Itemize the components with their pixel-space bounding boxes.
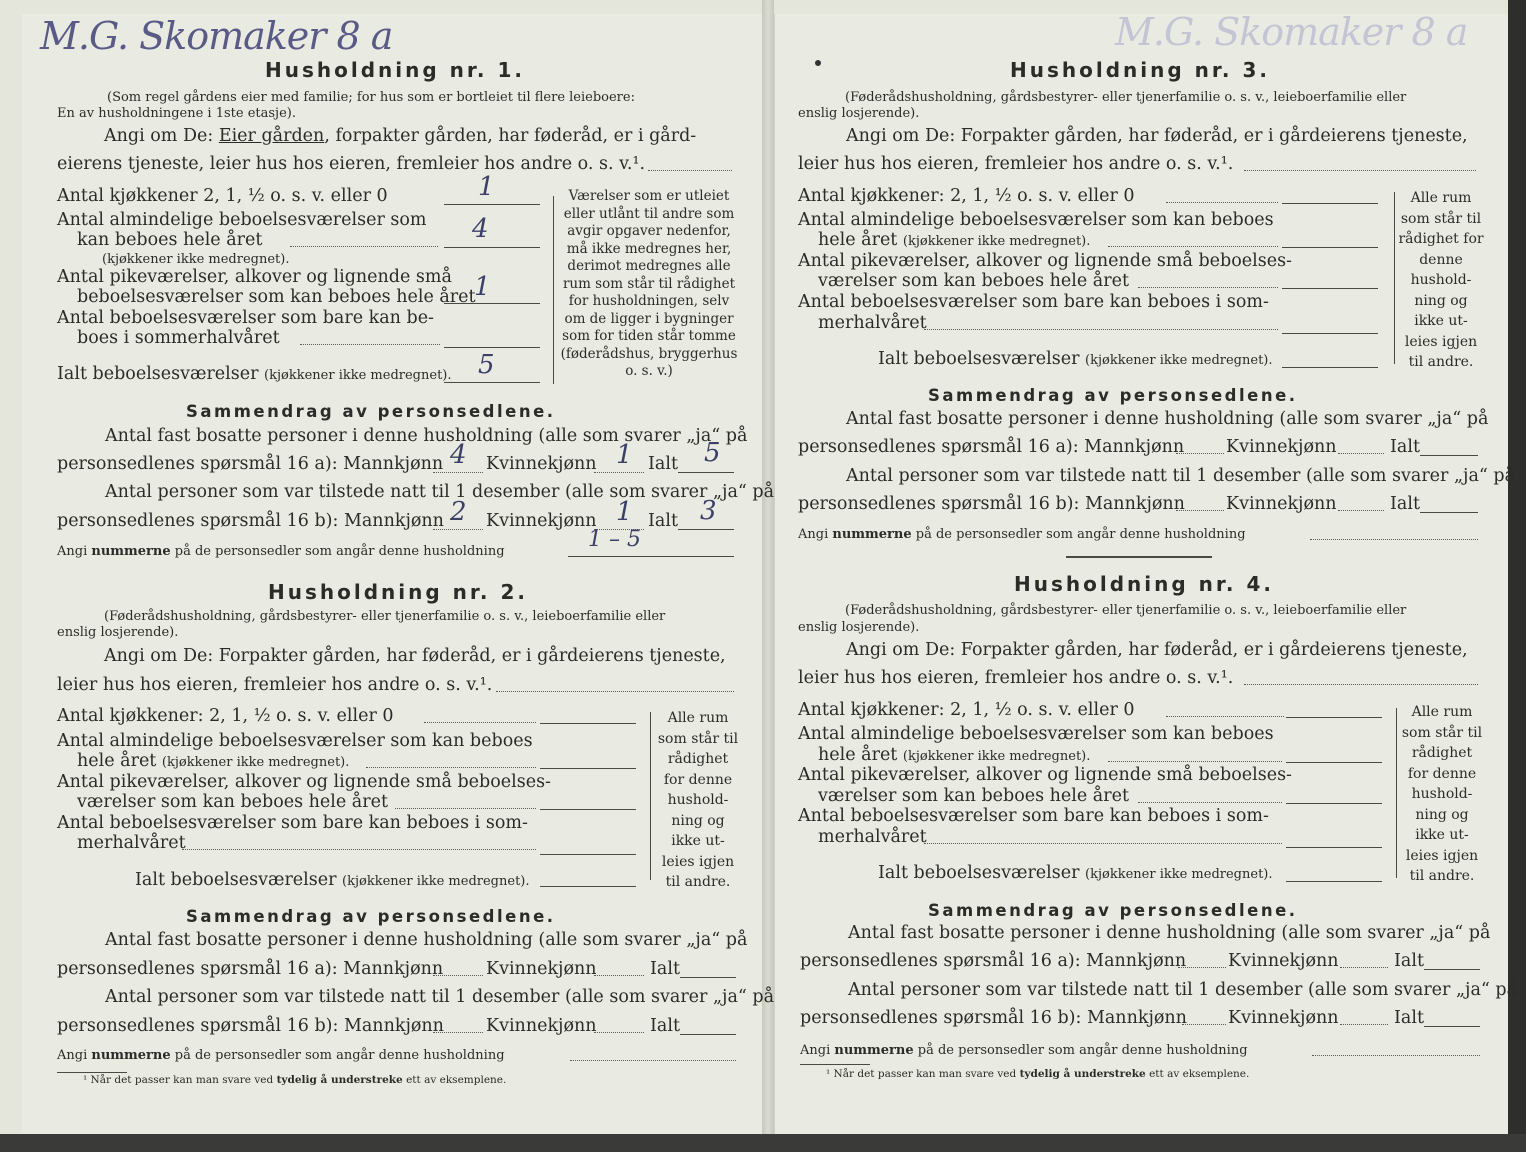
h3-ialt-line — [1282, 367, 1378, 368]
h3-ialt-label — [878, 349, 1273, 369]
page-fold — [762, 0, 774, 1152]
h2-alm-label2 — [77, 751, 349, 771]
h4-fast-line2: personsedlenes spørsmål 16 a): Mannkjønn — [800, 951, 1187, 971]
h3-ialt-prefix: Ialt beboelsesværelser — [878, 349, 1086, 369]
h2-summary-title: Sammendrag av personsedlene. — [186, 907, 556, 926]
h2-intro-line2: enslig losjerende). — [57, 625, 179, 640]
h2-som-line — [540, 854, 636, 855]
h1-som-dots — [300, 344, 440, 345]
h4-fast-ialt-line — [1424, 969, 1480, 970]
h1-side-note: Værelser som er utleiet eller utlånt til andre som avgir opgaver nedenfor, må ikke medregnes her, derimot medregnes alle rum som står til rådighet for husholdningen, selv om de ligger i bygninger som for tiden står tomme (føderådshus, bryggerhus o. s. v.) — [560, 188, 738, 379]
h2-som-dots — [182, 849, 536, 850]
h3-kjokken-label: Antal kjøkkener: 2, 1, ½ o. s. v. eller 0 — [798, 186, 1135, 206]
h3-som-label1: Antal beboelsesværelser som bare kan beboes i som- — [798, 292, 1269, 312]
h2-numre-label — [57, 1048, 505, 1063]
h1-tilstede-kvinne-value: 1 — [616, 497, 633, 527]
h1-intro-line2: En av husholdningene i 1ste etasje). — [57, 106, 296, 121]
h3-intro-line1: (Føderådshusholdning, gårdsbestyrer- eller tjenerfamilie o. s. v., leieboerfamilie eller — [845, 90, 1407, 105]
h4-numre-label — [800, 1043, 1248, 1058]
h1-numre-bold: nummerne — [91, 544, 171, 559]
h2-kjokken-line — [540, 723, 636, 724]
h3-fast-line2: personsedlenes spørsmål 16 a): Mannkjønn — [798, 437, 1185, 457]
h3-alm-label2-text: hele året — [818, 230, 903, 250]
h4-kjokken-dots — [1166, 716, 1284, 717]
h1-ialt-label — [57, 364, 452, 384]
h1-numre-prefix: Angi — [57, 544, 92, 559]
h1-fast-ialt-line — [678, 472, 734, 473]
h3-numre-label — [798, 527, 1246, 542]
h1-alm-note: (kjøkkener ikke medregnet). — [102, 252, 290, 267]
h3-som-line — [1282, 333, 1378, 334]
h4-ialt-note: (kjøkkener ikke medregnet). — [1085, 867, 1273, 882]
h1-intro-line1: (Som regel gårdens eier med familie; for hus som er bortleiet til flere leieboere: — [107, 90, 635, 105]
h1-tilstede-ialt-label: Ialt — [648, 511, 678, 531]
h3-tilstede-k-dots — [1338, 510, 1384, 511]
h4-kjokken-label: Antal kjøkkener: 2, 1, ½ o. s. v. eller 0 — [798, 700, 1135, 720]
h1-summary-title: Sammendrag av personsedlene. — [186, 402, 556, 421]
h1-pike-label2: beboelsesværelser som kan beboes hele året — [77, 287, 476, 307]
h2-angi-dots — [496, 691, 734, 692]
h1-fast-kvinne-value: 1 — [616, 440, 633, 470]
h1-fast-line1: Antal fast bosatte personer i denne husholdning (alle som svarer „ja“ på — [105, 426, 748, 446]
h1-pike-value: 1 — [474, 272, 491, 302]
h4-tilstede-m-dots — [1182, 1024, 1226, 1025]
h2-fast-k-dots — [594, 975, 644, 976]
h4-som-dots — [924, 843, 1282, 844]
h3-numre-suffix: på de personsedler som angår denne husholdning — [911, 527, 1246, 542]
h4-pike-label2: værelser som kan beboes hele året — [818, 786, 1129, 806]
h1-alm-dots — [290, 246, 438, 247]
h4-angi-line1: Angi om De: Forpakter gården, har føderåd, er i gårdeierens tjeneste, — [846, 640, 1468, 660]
h1-fast-mann-value: 4 — [450, 440, 467, 470]
h4-tilstede-kvinne-label: Kvinnekjønn — [1228, 1008, 1339, 1028]
footnote-rule-right — [800, 1064, 870, 1065]
h2-numre-dots — [570, 1060, 736, 1061]
h3-alm-line — [1282, 247, 1378, 248]
h4-fast-m-dots — [1178, 967, 1226, 968]
footnote-right-prefix: ¹ Når det passer kan man svare ved — [826, 1068, 1020, 1080]
h3-alm-note: (kjøkkener ikke medregnet). — [902, 234, 1091, 249]
h4-numre-prefix: Angi — [800, 1043, 835, 1058]
h1-som-label1: Antal beboelsesværelser som bare kan be- — [57, 308, 434, 328]
h3-h4-separator — [1066, 556, 1212, 558]
h4-summary-title: Sammendrag av personsedlene. — [928, 901, 1298, 920]
h2-alm-dots — [366, 767, 536, 768]
h2-pike-line — [540, 809, 636, 810]
h2-alm-line — [540, 768, 636, 769]
h1-angi-line2: eierens tjeneste, leier hus hos eieren, fremleier hos andre o. s. v.¹. — [57, 154, 646, 174]
h2-ialt-line — [540, 886, 636, 887]
footnote-left-bold: tydelig å understreke — [276, 1074, 403, 1086]
h4-tilstede-line2: personsedlenes spørsmål 16 b): Mannkjønn — [800, 1008, 1187, 1028]
footnote-rule-left — [57, 1072, 127, 1073]
h3-fast-line1: Antal fast bosatte personer i denne husholdning (alle som svarer „ja“ på — [846, 409, 1489, 429]
h2-som-label2: merhalvåret — [77, 833, 186, 853]
h3-tilstede-ialt-line — [1420, 512, 1478, 513]
h2-tilstede-line1: Antal personer som var tilstede natt til 1 desember (alle som svarer „ja“ på — [105, 987, 775, 1007]
h3-pike-label2: værelser som kan beboes hele året — [818, 271, 1129, 291]
h2-tilstede-kvinne-label: Kvinnekjønn — [486, 1016, 597, 1036]
h1-ialt-prefix: Ialt beboelsesværelser — [57, 364, 265, 384]
h2-tilstede-k-dots — [594, 1032, 644, 1033]
h4-fast-line1: Antal fast bosatte personer i denne husholdning (alle som svarer „ja“ på — [848, 923, 1491, 943]
h4-angi-dots — [1244, 684, 1478, 685]
h3-ialt-note: (kjøkkener ikke medregnet). — [1085, 353, 1273, 368]
h2-tilstede-ialt-line — [680, 1034, 736, 1035]
h2-tilstede-ialt-label: Ialt — [650, 1016, 680, 1036]
h1-ialt-note: (kjøkkener ikke medregnet). — [264, 368, 452, 383]
h4-side-note: Alle rum som står til rådighet for denne hushold-ning og ikke ut-leies igjen til andre. — [1401, 704, 1483, 884]
h1-tilstede-kvinne-label: Kvinnekjønn — [486, 511, 597, 531]
h4-angi-line2: leier hus hos eieren, fremleier hos andre o. s. v.¹. — [798, 668, 1234, 688]
h4-alm-label2-text: hele året — [818, 745, 903, 765]
h3-angi-line1: Angi om De: Forpakter gården, har føderåd, er i gårdeierens tjeneste, — [846, 126, 1468, 146]
h4-fast-kvinne-label: Kvinnekjønn — [1228, 951, 1339, 971]
h2-kjokken-label: Antal kjøkkener: 2, 1, ½ o. s. v. eller 0 — [57, 706, 394, 726]
h4-fast-ialt-label: Ialt — [1394, 951, 1424, 971]
h4-ialt-label — [878, 863, 1273, 883]
h2-ialt-note: (kjøkkener ikke medregnet). — [342, 874, 530, 889]
h2-ialt-prefix: Ialt beboelsesværelser — [135, 870, 343, 890]
h1-numre-value: 1 – 5 — [588, 527, 641, 552]
h1-title: Husholdning nr. 1. — [265, 58, 525, 82]
h4-numre-bold: nummerne — [834, 1043, 914, 1058]
h3-tilstede-m-dots — [1176, 510, 1224, 511]
h2-angi-line1: Angi om De: Forpakter gården, har føderåd, er i gårdeierens tjeneste, — [104, 646, 726, 666]
h1-pike-label1: Antal pikeværelser, alkover og lignende små — [57, 267, 452, 287]
h4-som-line — [1286, 847, 1382, 848]
h3-fast-k-dots — [1338, 453, 1384, 454]
h1-fast-ialt-label: Ialt — [648, 454, 678, 474]
h2-side-note: Alle rum som står til rådighet for denne hushold-ning og ikke ut-leies igjen til andre. — [657, 710, 739, 890]
h3-fast-ialt-label: Ialt — [1390, 437, 1420, 457]
h2-title: Husholdning nr. 2. — [268, 580, 528, 604]
h1-numre-label — [57, 544, 505, 559]
footnote-right — [826, 1068, 1249, 1080]
h4-tilstede-k-dots — [1340, 1024, 1388, 1025]
h4-tilstede-ialt-line — [1424, 1026, 1480, 1027]
h3-numre-dots — [1310, 539, 1478, 540]
h3-tilstede-line2: personsedlenes spørsmål 16 b): Mannkjønn — [798, 494, 1185, 514]
h2-fast-line2: personsedlenes spørsmål 16 a): Mannkjønn — [57, 959, 444, 979]
handwritten-address-right-bleed: M.G. Skomaker 8 a — [1115, 10, 1468, 54]
h1-angi-underlined-choice: Eier gården — [218, 126, 325, 146]
h2-tilstede-line2: personsedlenes spørsmål 16 b): Mannkjønn — [57, 1016, 444, 1036]
handwritten-address-left: M.G. Skomaker 8 a — [40, 14, 393, 58]
h1-ialt-line — [444, 382, 540, 383]
h3-angi-line2: leier hus hos eieren, fremleier hos andre o. s. v.¹. — [798, 154, 1234, 174]
h3-alm-dots — [1108, 246, 1278, 247]
h4-alm-note: (kjøkkener ikke medregnet). — [902, 749, 1091, 764]
h1-fast-k-dots — [594, 472, 644, 473]
ink-dot — [815, 60, 821, 66]
h1-numre-line — [568, 556, 734, 557]
h3-fast-kvinne-label: Kvinnekjønn — [1226, 437, 1337, 457]
h3-note-brace — [1394, 192, 1395, 364]
footnote-right-suffix: ett av eksemplene. — [1145, 1068, 1250, 1080]
h4-pike-line — [1286, 803, 1382, 804]
footnote-left — [83, 1074, 506, 1086]
h1-tilstede-ialt-line — [678, 529, 734, 530]
h2-fast-ialt-line — [680, 977, 736, 978]
h4-intro-line1: (Føderådshusholdning, gårdsbestyrer- eller tjenerfamilie o. s. v., leieboerfamilie eller — [845, 603, 1407, 618]
h1-alm-label2: kan beboes hele året — [77, 230, 263, 250]
h3-pike-label1: Antal pikeværelser, alkover og lignende små beboelses- — [798, 251, 1292, 271]
h3-alm-label2 — [818, 230, 1090, 250]
footnote-left-prefix: ¹ Når det passer kan man svare ved — [83, 1074, 277, 1086]
h1-som-label2: boes i sommerhalvåret — [77, 328, 280, 348]
h4-som-label2: merhalvåret — [818, 827, 927, 847]
h4-numre-suffix: på de personsedler som angår denne husholdning — [913, 1043, 1248, 1058]
h1-angi-line1 — [104, 126, 696, 146]
h3-pike-dots — [1138, 287, 1278, 288]
h1-tilstede-m-dots — [433, 529, 483, 530]
h1-pike-line — [444, 303, 540, 304]
h2-fast-ialt-label: Ialt — [650, 959, 680, 979]
h1-angi-suffix: , forpakter gården, har føderåd, er i gård- — [324, 126, 697, 146]
h4-pike-dots — [1138, 802, 1282, 803]
h4-alm-label1: Antal almindelige beboelsesværelser som kan beboes — [798, 724, 1274, 744]
h1-angi-prefix: Angi om De: — [104, 126, 219, 146]
h3-numre-bold: nummerne — [832, 527, 912, 542]
h3-som-dots — [924, 329, 1278, 330]
h4-alm-line — [1286, 762, 1382, 763]
h3-title: Husholdning nr. 3. — [1010, 58, 1270, 82]
h3-fast-m-dots — [1176, 453, 1224, 454]
h4-som-label1: Antal beboelsesværelser som bare kan beboes i som- — [798, 806, 1269, 826]
h3-kjokken-dots — [1166, 202, 1278, 203]
h1-tilstede-line2: personsedlenes spørsmål 16 b): Mannkjønn — [57, 511, 444, 531]
h2-pike-dots — [395, 808, 536, 809]
h4-pike-label1: Antal pikeværelser, alkover og lignende små beboelses- — [798, 765, 1292, 785]
h4-tilstede-ialt-label: Ialt — [1394, 1008, 1424, 1028]
h1-kjokken-line — [444, 204, 540, 205]
h3-som-label2: merhalvåret — [818, 313, 927, 333]
h3-pike-line — [1282, 288, 1378, 289]
h4-alm-dots — [1108, 761, 1282, 762]
h4-fast-k-dots — [1340, 967, 1388, 968]
h2-kjokken-dots — [424, 722, 536, 723]
footnote-right-bold: tydelig å understreke — [1019, 1068, 1146, 1080]
h3-alm-label1: Antal almindelige beboelsesværelser som kan beboes — [798, 210, 1274, 230]
h1-numre-suffix: på de personsedler som angår denne husholdning — [170, 544, 505, 559]
h1-angi-dots — [648, 170, 732, 171]
h1-fast-line2: personsedlenes spørsmål 16 a): Mannkjønn — [57, 454, 444, 474]
h2-fast-m-dots — [433, 975, 483, 976]
h3-tilstede-ialt-label: Ialt — [1390, 494, 1420, 514]
h3-kjokken-line — [1282, 203, 1378, 204]
h2-note-brace — [650, 712, 651, 880]
h2-ialt-label — [135, 870, 530, 890]
h4-ialt-line — [1286, 881, 1382, 882]
h2-fast-kvinne-label: Kvinnekjønn — [486, 959, 597, 979]
h4-title: Husholdning nr. 4. — [1014, 572, 1274, 596]
h2-numre-prefix: Angi — [57, 1048, 92, 1063]
h1-alm-value: 4 — [472, 214, 489, 244]
h2-numre-bold: nummerne — [91, 1048, 171, 1063]
h2-intro-line1: (Føderådshusholdning, gårdsbestyrer- eller tjenerfamilie o. s. v., leieboerfamilie eller — [104, 609, 666, 624]
h2-pike-label2: værelser som kan beboes hele året — [77, 792, 388, 812]
h1-tilstede-ialt-value: 3 — [700, 496, 717, 526]
h2-alm-label2-text: hele året — [77, 751, 162, 771]
h3-fast-ialt-line — [1420, 455, 1478, 456]
h2-angi-line2: leier hus hos eieren, fremleier hos andre o. s. v.¹. — [57, 675, 493, 695]
h3-summary-title: Sammendrag av personsedlene. — [928, 386, 1298, 405]
h2-alm-note: (kjøkkener ikke medregnet). — [161, 755, 350, 770]
footnote-left-suffix: ett av eksemplene. — [402, 1074, 507, 1086]
h1-note-brace — [553, 196, 554, 384]
h2-numre-suffix: på de personsedler som angår denne husholdning — [170, 1048, 505, 1063]
h3-tilstede-kvinne-label: Kvinnekjønn — [1226, 494, 1337, 514]
h1-som-line — [444, 347, 540, 348]
h4-numre-dots — [1312, 1055, 1480, 1056]
h4-tilstede-line1: Antal personer som var tilstede natt til 1 desember (alle som svarer „ja“ på — [848, 980, 1518, 1000]
h1-alm-label1: Antal almindelige beboelsesværelser som — [57, 210, 427, 230]
h2-alm-label1: Antal almindelige beboelsesværelser som kan beboes — [57, 731, 533, 751]
h1-alm-line — [444, 247, 540, 248]
h3-tilstede-line1: Antal personer som var tilstede natt til 1 desember (alle som svarer „ja“ på — [846, 466, 1516, 486]
h1-fast-ialt-value: 5 — [704, 438, 721, 468]
h4-ialt-prefix: Ialt beboelsesværelser — [878, 863, 1086, 883]
h1-fast-kvinne-label: Kvinnekjønn — [486, 454, 597, 474]
h3-intro-line2: enslig losjerende). — [798, 106, 920, 121]
h2-tilstede-m-dots — [433, 1032, 483, 1033]
h1-tilstede-mann-value: 2 — [450, 497, 467, 527]
h3-numre-prefix: Angi — [798, 527, 833, 542]
h1-tilstede-line1: Antal personer som var tilstede natt til 1 desember (alle som svarer „ja“ på — [105, 482, 775, 502]
h2-fast-line1: Antal fast bosatte personer i denne husholdning (alle som svarer „ja“ på — [105, 930, 748, 950]
h1-fast-m-dots — [433, 472, 483, 473]
h1-ialt-value: 5 — [478, 350, 495, 380]
h4-alm-label2 — [818, 745, 1090, 765]
h4-intro-line2: enslig losjerende). — [798, 620, 920, 635]
h3-side-note: Alle rum som står til rådighet for denne hushold-ning og ikke ut-leies igjen til andre. — [1398, 190, 1484, 370]
h3-angi-dots — [1244, 170, 1476, 171]
h1-kjokken-value: 1 — [478, 172, 495, 202]
h1-kjokken-label: Antal kjøkkener 2, 1, ½ o. s. v. eller 0 — [57, 186, 388, 206]
scan-edge-bottom — [0, 1134, 1526, 1152]
h4-kjokken-line — [1286, 717, 1382, 718]
h2-pike-label1: Antal pikeværelser, alkover og lignende små beboelses- — [57, 772, 551, 792]
h4-note-brace — [1396, 708, 1397, 878]
h2-som-label1: Antal beboelsesværelser som bare kan beboes i som- — [57, 813, 528, 833]
